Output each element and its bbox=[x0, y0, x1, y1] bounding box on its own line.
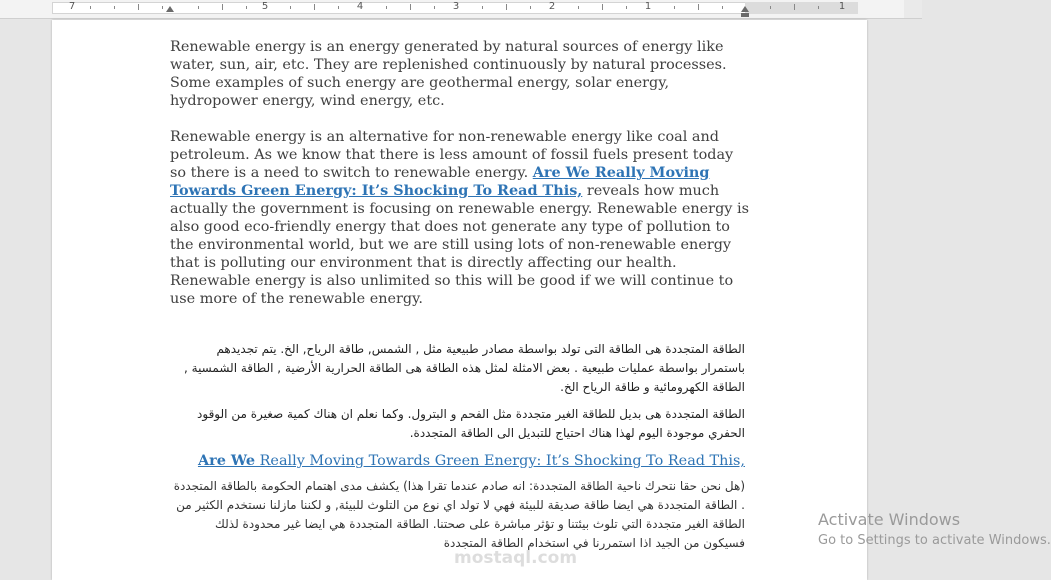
english-paragraph-2-text: Renewable energy is an alternative for non-renewable energy like coal and petroleum. As we know that there is less amount of fossil fuels present today so there is a need to switch to renewable energy. bbox=[170, 129, 734, 181]
ruler-number: 4 bbox=[356, 1, 364, 12]
ruler-number: 2 bbox=[548, 1, 556, 12]
right-indent-marker[interactable] bbox=[741, 6, 749, 12]
ruler-tick bbox=[290, 6, 291, 9]
ruler-tick bbox=[246, 6, 247, 9]
activate-subtitle: Go to Settings to activate Windows. bbox=[818, 533, 1051, 548]
ruler-tick bbox=[578, 6, 579, 9]
arabic-paragraph-1: الطاقة المتجددة هى الطاقة التى تولد بواسطة مصادر طبيعية مثل , الشمس, طاقة الرياح, الخ. يتم تجديدهم باستمرار بواسطة عمليات طبيعية . بعض الامثلة لمثل هذه الطاقة هى الطاقة الحرارية الأرضية , الطاقة الشمسية , الطاقة الكهرومائية و طاقة الرياح الخ. bbox=[184, 342, 745, 394]
ruler-tick bbox=[410, 4, 411, 10]
activate-windows-overlay bbox=[818, 510, 1051, 548]
horizontal-ruler[interactable] bbox=[0, 0, 922, 19]
ruler-tick bbox=[506, 4, 507, 10]
ruler-tick bbox=[222, 4, 223, 10]
ruler-tick bbox=[626, 6, 627, 9]
ruler-tick bbox=[162, 6, 163, 9]
document-body bbox=[170, 38, 750, 561]
ruler-tick bbox=[698, 4, 699, 10]
left-indent-marker[interactable] bbox=[166, 6, 174, 12]
ruler-tick bbox=[114, 6, 115, 9]
english-paragraph-2 bbox=[170, 128, 750, 308]
link-rest-part[interactable]: Really Moving Towards Green Energy: It’s Shocking To Read This, bbox=[255, 453, 745, 469]
ruler-tick bbox=[722, 6, 723, 9]
ruler-number: 3 bbox=[452, 1, 460, 12]
arabic-paragraph-3: (هل نحن حقا نتحرك ناحية الطاقة المتجددة: انه صادم عندما تقرا هذا) يكشف مدى اهتمام الحكومة بالطاقة المتجددة . الطاقة المتجددة هي ايضا طاقة صديقة للبيئة فهي لا تولد اي نوع من التلوث للبيئة, و لكننا مازلنا نستخدم الكثير من الطاقة الغير متجددة التي تلوث بيئتنا و تؤثر مباشرة على صحتنا. الطاقة المتجددة هي ايضا غير محدودة لذلك فسيكون من الجيد اذا استمررنا في استخدام الطاقة المتجددة bbox=[173, 479, 745, 550]
ruler-tick bbox=[314, 4, 315, 10]
ruler-number: 7 bbox=[68, 1, 76, 12]
link-bold-part[interactable]: Are We bbox=[197, 452, 256, 469]
ruler-number: 1 bbox=[838, 1, 846, 12]
ruler-tick bbox=[338, 6, 339, 9]
ruler-tick bbox=[138, 4, 139, 10]
ruler-tick bbox=[386, 6, 387, 9]
ruler-tick bbox=[818, 6, 819, 9]
english-paragraph-1: Renewable energy is an energy generated by natural sources of energy like water, sun, air, etc. They are replenished continuously by natural processes. Some examples of such energy are geothermal energy, solar energy, hydropower energy, wind energy, etc. bbox=[170, 39, 727, 109]
hanging-indent-marker[interactable] bbox=[741, 13, 749, 17]
ruler-tick bbox=[530, 6, 531, 9]
ruler-tick bbox=[90, 6, 91, 9]
ruler-tick bbox=[794, 4, 795, 10]
ruler-tick bbox=[602, 4, 603, 10]
english-paragraph-2-rest: reveals how much actually the government is focusing on renewable energy. Renewable energy is also good eco-friendly energy that does not generate any type of pollution to the environmental world, but we are still using lots of non-renewable energy that is polluting our environment that is directly affecting our health. Renewable energy is also unlimited so this will be good if we will continue to use more of the renewable energy. bbox=[170, 183, 749, 307]
ruler-end bbox=[904, 0, 922, 18]
ruler-tick bbox=[482, 6, 483, 9]
green-energy-link[interactable]: Are We Really Moving Towards Green Energy: It’s Shocking To Read This, bbox=[170, 164, 710, 199]
ruler-tick bbox=[674, 6, 675, 9]
ruler-tick bbox=[770, 6, 771, 9]
ruler-number: 5 bbox=[261, 1, 269, 12]
mostaql-watermark: mostaql.com bbox=[454, 548, 578, 568]
document-page[interactable] bbox=[52, 20, 867, 580]
ruler-tick bbox=[434, 6, 435, 9]
arabic-section-link[interactable] bbox=[170, 451, 745, 471]
activate-title: Activate Windows bbox=[818, 510, 961, 529]
ruler-tick bbox=[198, 6, 199, 9]
arabic-paragraph-2: الطاقة المتجددة هى بديل للطاقة الغير متجددة مثل الفحم و البترول. وكما نعلم ان هناك كمية صغيرة من الوقود الحفري موجودة اليوم لهذا هناك احتياج للتبديل الى الطاقة المتجددة. bbox=[197, 407, 745, 440]
ruler-number: 1 bbox=[644, 1, 652, 12]
